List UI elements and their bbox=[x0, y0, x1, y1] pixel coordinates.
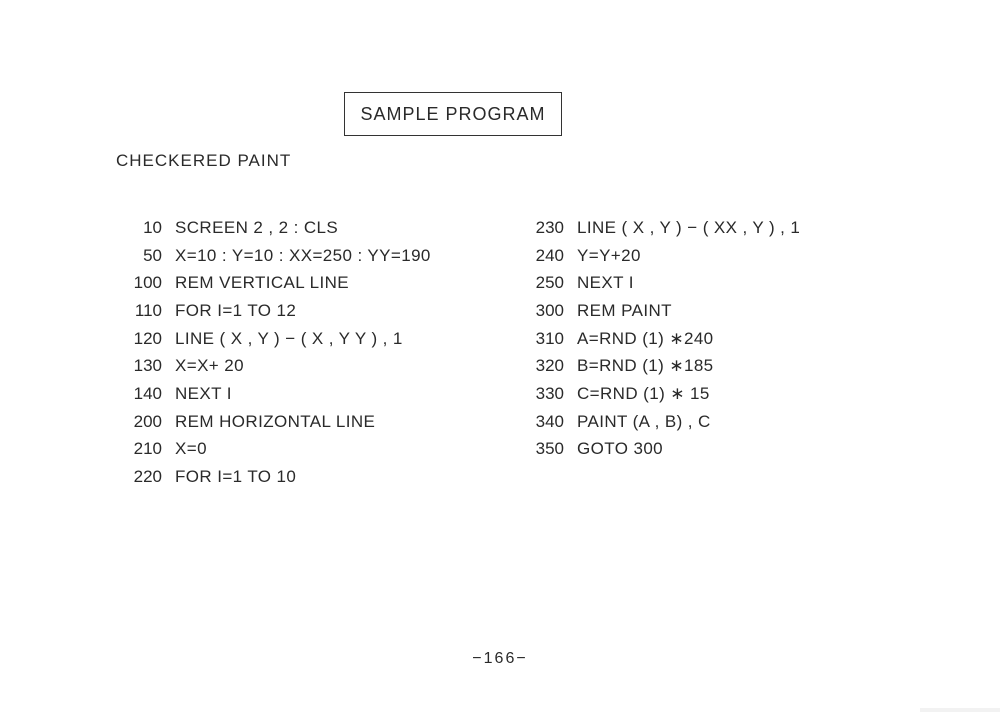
line-statement: NEXT I bbox=[577, 273, 634, 293]
line-number: 120 bbox=[133, 328, 162, 348]
line-number: 140 bbox=[133, 383, 162, 403]
line-statement: X=10 : Y=10 : XX=250 : YY=190 bbox=[175, 245, 431, 265]
line-statement: GOTO 300 bbox=[577, 439, 664, 459]
program-subtitle: CHECKERED PAINT bbox=[116, 151, 292, 170]
line-statement: REM HORIZONTAL LINE bbox=[175, 411, 376, 431]
sample-program-box bbox=[344, 92, 562, 136]
line-number: 240 bbox=[535, 245, 564, 265]
line-statement: LINE ( X , Y ) − ( XX , Y ) , 1 bbox=[577, 217, 801, 237]
code-line bbox=[118, 463, 431, 491]
code-line bbox=[118, 297, 431, 325]
line-number: 50 bbox=[143, 245, 162, 265]
page-number: −166− bbox=[472, 650, 528, 667]
line-statement: X=X+ 20 bbox=[175, 356, 244, 376]
line-number: 10 bbox=[143, 217, 162, 237]
line-number: 200 bbox=[133, 411, 162, 431]
code-listing-left bbox=[118, 214, 431, 491]
line-number: 220 bbox=[133, 467, 162, 487]
line-number: 320 bbox=[535, 356, 564, 376]
code-line bbox=[118, 380, 431, 408]
line-statement: LINE ( X , Y ) − ( X , Y Y ) , 1 bbox=[175, 328, 403, 348]
line-statement: REM VERTICAL LINE bbox=[175, 273, 350, 293]
code-line bbox=[520, 352, 800, 380]
line-number: 210 bbox=[133, 439, 162, 459]
line-number: 310 bbox=[535, 328, 564, 348]
line-statement: C=RND (1) ∗ 15 bbox=[577, 383, 710, 403]
code-line bbox=[118, 352, 431, 380]
line-statement: NEXT I bbox=[175, 383, 232, 403]
code-line bbox=[118, 408, 431, 436]
code-line bbox=[118, 269, 431, 297]
line-statement: REM PAINT bbox=[577, 300, 672, 320]
code-line bbox=[118, 242, 431, 270]
code-line bbox=[118, 214, 431, 242]
line-statement: A=RND (1) ∗240 bbox=[577, 328, 714, 348]
code-line bbox=[118, 436, 431, 464]
line-number: 100 bbox=[133, 273, 162, 293]
line-number: 110 bbox=[134, 300, 162, 320]
code-line bbox=[520, 436, 800, 464]
line-number: 330 bbox=[535, 383, 564, 403]
code-line bbox=[118, 325, 431, 353]
line-statement: PAINT (A , B) , C bbox=[577, 411, 711, 431]
line-statement: FOR I=1 TO 12 bbox=[175, 300, 297, 320]
line-statement: SCREEN 2 , 2 : CLS bbox=[175, 217, 339, 237]
code-line bbox=[520, 380, 800, 408]
line-statement: X=0 bbox=[175, 439, 207, 459]
line-statement: Y=Y+20 bbox=[577, 245, 641, 265]
line-number: 230 bbox=[535, 217, 564, 237]
line-number: 340 bbox=[535, 411, 564, 431]
code-line bbox=[520, 269, 800, 297]
line-number: 300 bbox=[535, 300, 564, 320]
sample-program-title: SAMPLE PROGRAM bbox=[360, 103, 546, 124]
code-line bbox=[520, 297, 800, 325]
line-number: 250 bbox=[535, 273, 564, 293]
code-listing-right bbox=[520, 214, 800, 463]
page-edge-shade bbox=[920, 708, 1000, 712]
code-line bbox=[520, 214, 800, 242]
line-number: 130 bbox=[133, 356, 162, 376]
code-line bbox=[520, 242, 800, 270]
code-line bbox=[520, 408, 800, 436]
line-number: 350 bbox=[535, 439, 564, 459]
line-statement: FOR I=1 TO 10 bbox=[175, 467, 297, 487]
line-statement: B=RND (1) ∗185 bbox=[577, 356, 714, 376]
code-line bbox=[520, 325, 800, 353]
